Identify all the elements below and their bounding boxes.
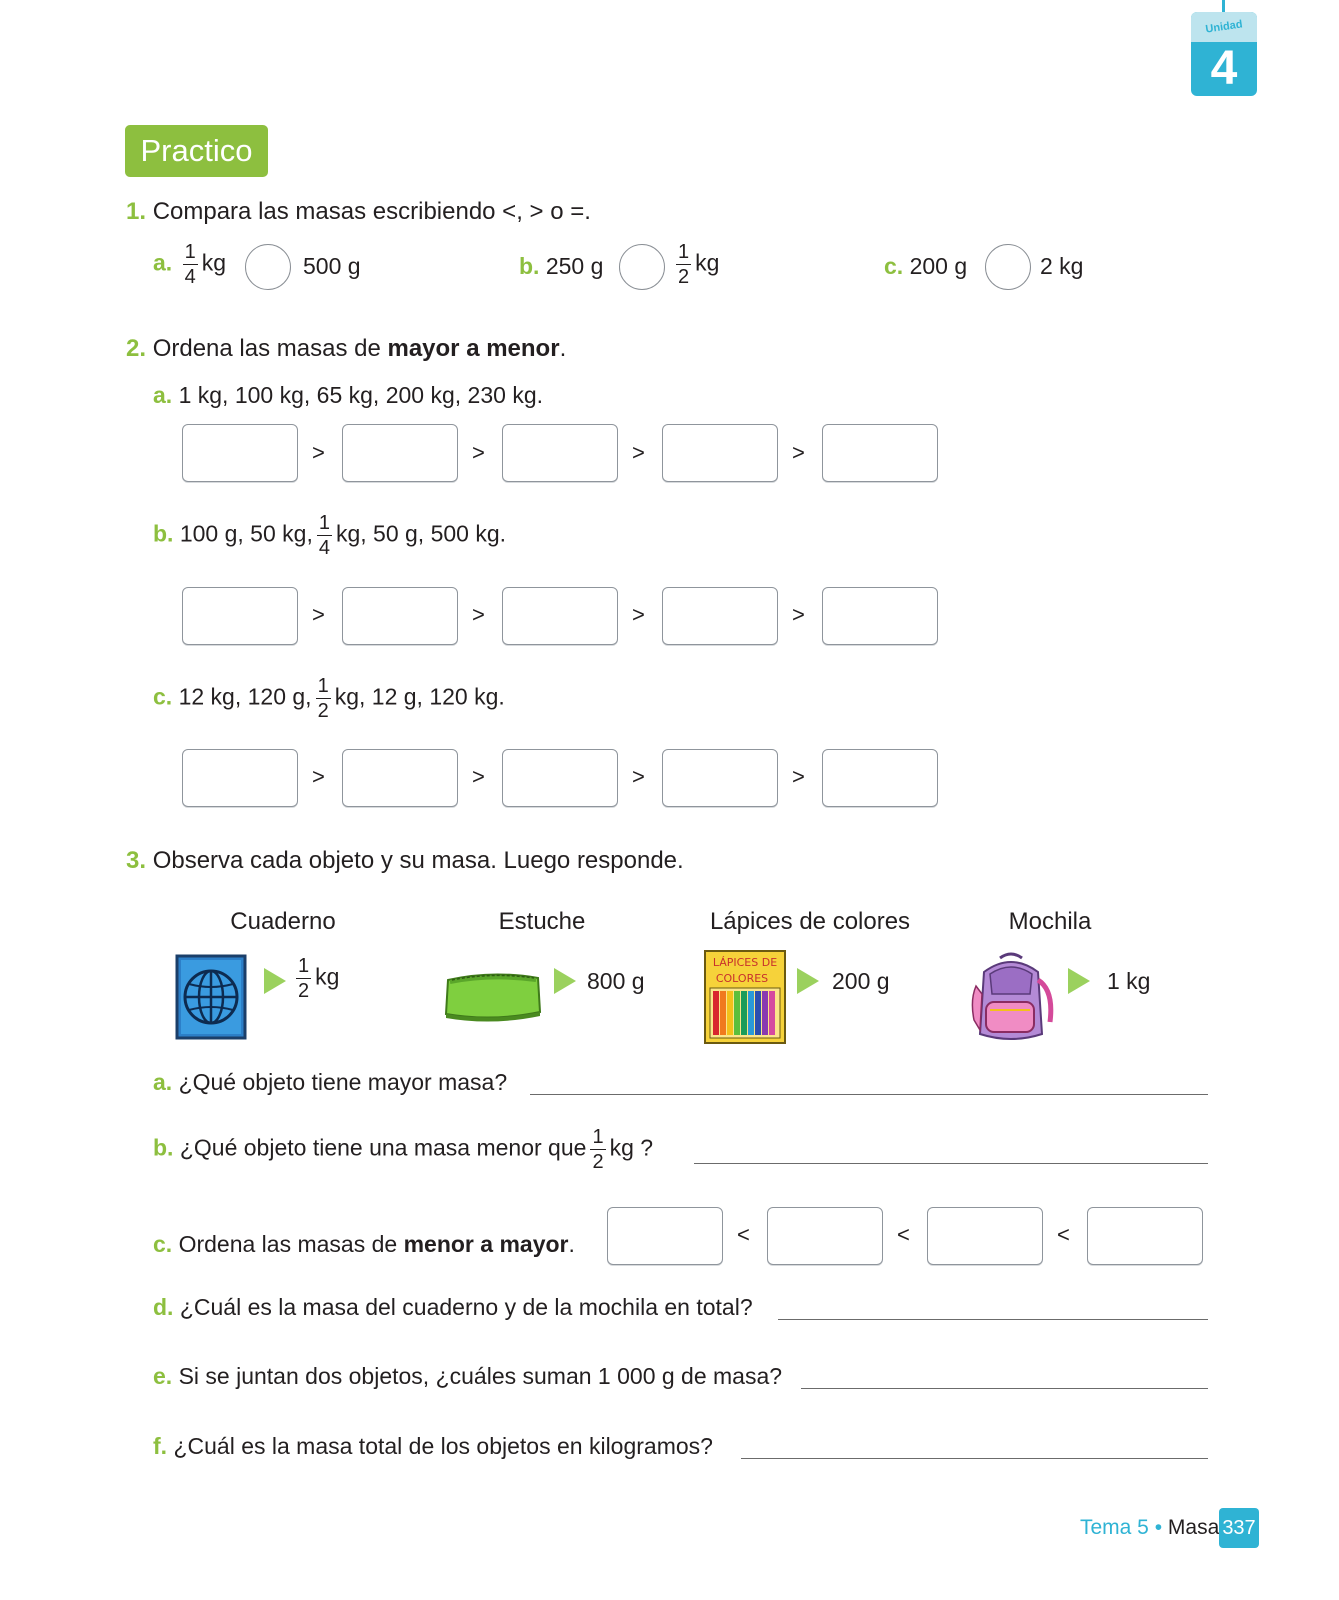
ex3-f-answer-line[interactable] — [741, 1458, 1208, 1459]
object-mass-estuche: 800 g — [587, 968, 645, 994]
ex1-number: 1. — [126, 198, 147, 225]
ex3-c-box-4[interactable] — [1087, 1207, 1203, 1265]
footer — [1080, 1516, 1219, 1540]
section-title-banner — [125, 125, 268, 177]
ex3-c-box-3[interactable] — [927, 1207, 1043, 1265]
ex3-e-text: Si se juntan dos objetos, ¿cuáles suman 1 000 g de masa? — [178, 1363, 783, 1389]
footer-tema: Tema 5 — [1080, 1516, 1149, 1539]
footer-topic: Masa — [1167, 1516, 1220, 1539]
object-name-estuche: Estuche — [498, 908, 586, 935]
ex1-b-right — [672, 242, 719, 287]
ex3-b-pre: ¿Qué objeto tiene una masa menor que — [179, 1134, 587, 1161]
ex3-f-text: ¿Cuál es la masa total de los objetos en kilogramos? — [173, 1433, 713, 1459]
ex2-b-op-2: > — [472, 602, 485, 627]
ex2-c-box-5[interactable] — [822, 749, 938, 807]
ex3-c-op-1: < — [737, 1222, 750, 1247]
page-number: 337 — [1222, 1517, 1256, 1539]
ex3-b-post: kg ? — [609, 1134, 654, 1161]
ex2-c-fraction: $\frac{1}{2}$ — [317, 675, 329, 722]
ex3-f — [153, 1433, 713, 1460]
colored-pencils-box-icon — [704, 950, 786, 1044]
unit-badge — [1191, 12, 1257, 96]
arrow-icon-mochila — [1068, 968, 1090, 994]
ex2-a-text: 1 kg, 100 kg, 65 kg, 200 kg, 230 kg. — [178, 382, 543, 408]
ex2-b-pre: 100 g, 50 kg, — [179, 520, 313, 547]
ex2-c-op-1: > — [312, 764, 325, 789]
ex3-text: Observa cada objeto y su masa. Luego responde. — [152, 847, 684, 874]
ex2-c-letter: c. — [153, 683, 173, 710]
ex3-e — [153, 1363, 782, 1390]
ex3-e-letter: e. — [153, 1363, 173, 1389]
ex2-text-bold: mayor a menor — [387, 335, 560, 362]
ex3-c-letter: c. — [153, 1231, 173, 1257]
ex1-c-left — [884, 253, 967, 280]
unit-badge-number: 4 — [1210, 42, 1238, 95]
ex3-b — [153, 1127, 653, 1172]
ex1-b-letter: b. — [519, 253, 540, 279]
ex1-b-unit: kg — [695, 249, 720, 276]
ex1-b-answer-circle[interactable] — [619, 244, 665, 290]
cuaderno-fraction: $\frac{1}{2}$ — [298, 955, 310, 1002]
ex2-b-box-5[interactable] — [822, 587, 938, 645]
ex2-b-box-2[interactable] — [342, 587, 458, 645]
object-name-mochila: Mochila — [1008, 908, 1092, 935]
ex2-heading — [126, 335, 566, 363]
ex1-a — [153, 242, 226, 287]
ex3-c-box-1[interactable] — [607, 1207, 723, 1265]
ex2-c-post: kg, 12 g, 120 kg. — [334, 683, 505, 710]
ex3-c-pre: Ordena las masas de — [178, 1231, 404, 1257]
ex1-a-answer-circle[interactable] — [245, 244, 291, 290]
ex1-heading — [126, 198, 591, 226]
ex2-c-box-4[interactable] — [662, 749, 778, 807]
ex2-c — [153, 676, 505, 721]
ex3-a-answer-line[interactable] — [530, 1094, 1208, 1095]
ex1-c-left-value: 200 g — [909, 253, 968, 279]
ex2-a-op-2: > — [472, 440, 485, 465]
ex2-a-letter: a. — [153, 382, 173, 408]
ex2-b-fraction: $\frac{1}{4}$ — [318, 512, 330, 559]
ex3-c-op-2: < — [897, 1222, 910, 1247]
ex3-b-fraction: $\frac{1}{2}$ — [592, 1126, 604, 1173]
ex2-a-box-4[interactable] — [662, 424, 778, 482]
page-number-badge — [1219, 1508, 1259, 1548]
object-mass-cuaderno — [292, 956, 339, 1001]
ex3-c — [153, 1231, 575, 1258]
unit-badge-word: Unidad — [1204, 18, 1244, 36]
arrow-icon-estuche — [554, 968, 576, 994]
ex1-a-letter: a. — [153, 249, 173, 276]
cuaderno-unit: kg — [315, 963, 340, 990]
ex1-b-left — [519, 253, 603, 280]
ex2-a-op-3: > — [632, 440, 645, 465]
ex3-c-bold: menor a mayor — [403, 1231, 569, 1257]
ex3-d-letter: d. — [153, 1294, 174, 1320]
ex3-d — [153, 1294, 753, 1321]
pencil-case-icon — [442, 968, 544, 1024]
ex1-c-answer-circle[interactable] — [985, 244, 1031, 290]
ex2-b-op-1: > — [312, 602, 325, 627]
ex3-heading — [126, 847, 684, 875]
footer-bullet: • — [1154, 1516, 1163, 1539]
ex3-a-letter: a. — [153, 1069, 173, 1095]
ex2-a-box-3[interactable] — [502, 424, 618, 482]
ex2-b-op-3: > — [632, 602, 645, 627]
ex2-text-pre: Ordena las masas de — [152, 335, 388, 362]
ex2-c-op-2: > — [472, 764, 485, 789]
ex2-b-box-1[interactable] — [182, 587, 298, 645]
notebook-globe-icon — [175, 954, 247, 1040]
ex3-f-letter: f. — [153, 1433, 168, 1459]
ex3-c-post: . — [568, 1231, 575, 1257]
ex2-b-op-4: > — [792, 602, 805, 627]
ex2-a-op-4: > — [792, 440, 805, 465]
pencil-box-label-1: LÁPICES DE — [712, 956, 778, 969]
ex3-c-box-2[interactable] — [767, 1207, 883, 1265]
ex2-b-box-3[interactable] — [502, 587, 618, 645]
ex2-b-post: kg, 50 g, 500 kg. — [335, 520, 507, 547]
object-mass-mochila: 1 kg — [1107, 968, 1151, 994]
object-mass-lapices: 200 g — [832, 968, 890, 994]
section-title: Practico — [140, 133, 253, 168]
object-name-cuaderno: Cuaderno — [230, 908, 336, 935]
ex1-text: Compara las masas escribiendo <, > o =. — [152, 198, 591, 225]
ex2-c-box-2[interactable] — [342, 749, 458, 807]
ex1-c-right: 2 kg — [1040, 253, 1084, 279]
ex3-e-answer-line[interactable] — [801, 1388, 1208, 1389]
ex3-b-letter: b. — [153, 1134, 174, 1161]
ex2-c-op-4: > — [792, 764, 805, 789]
arrow-icon-lapices — [797, 968, 819, 994]
ex2-b — [153, 513, 506, 558]
arrow-icon-cuaderno — [264, 968, 286, 994]
ex2-a-op-1: > — [312, 440, 325, 465]
ex1-a-unit: kg — [201, 249, 226, 276]
ex1-b-left-value: 250 g — [545, 253, 604, 279]
ex3-number: 3. — [126, 847, 147, 874]
pencil-box-label-2: COLORES — [715, 972, 769, 985]
backpack-icon — [966, 950, 1056, 1044]
ex1-c-letter: c. — [884, 253, 904, 279]
ex3-b-answer-line[interactable] — [694, 1163, 1208, 1164]
ex2-b-box-4[interactable] — [662, 587, 778, 645]
ex1-a-fraction: $\frac{1}{4}$ — [184, 241, 196, 288]
ex2-c-box-1[interactable] — [182, 749, 298, 807]
ex3-d-text: ¿Cuál es la masa del cuaderno y de la mochila en total? — [179, 1294, 753, 1320]
ex2-a-box-2[interactable] — [342, 424, 458, 482]
ex2-text-post: . — [559, 335, 567, 362]
ex3-d-answer-line[interactable] — [778, 1319, 1208, 1320]
ex3-a-text: ¿Qué objeto tiene mayor masa? — [178, 1069, 508, 1095]
ex2-c-pre: 12 kg, 120 g, — [178, 683, 312, 710]
ex2-c-op-3: > — [632, 764, 645, 789]
ex1-a-right: 500 g — [303, 253, 361, 279]
ex3-c-op-3: < — [1057, 1222, 1070, 1247]
ex2-a — [153, 382, 543, 409]
ex2-number: 2. — [126, 335, 147, 362]
object-name-lapices: Lápices de colores — [709, 908, 911, 935]
ex2-c-box-3[interactable] — [502, 749, 618, 807]
ex2-a-box-5[interactable] — [822, 424, 938, 482]
ex1-b-fraction: $\frac{1}{2}$ — [678, 241, 690, 288]
ex2-a-box-1[interactable] — [182, 424, 298, 482]
ex3-a — [153, 1069, 507, 1096]
ex2-b-letter: b. — [153, 520, 174, 547]
